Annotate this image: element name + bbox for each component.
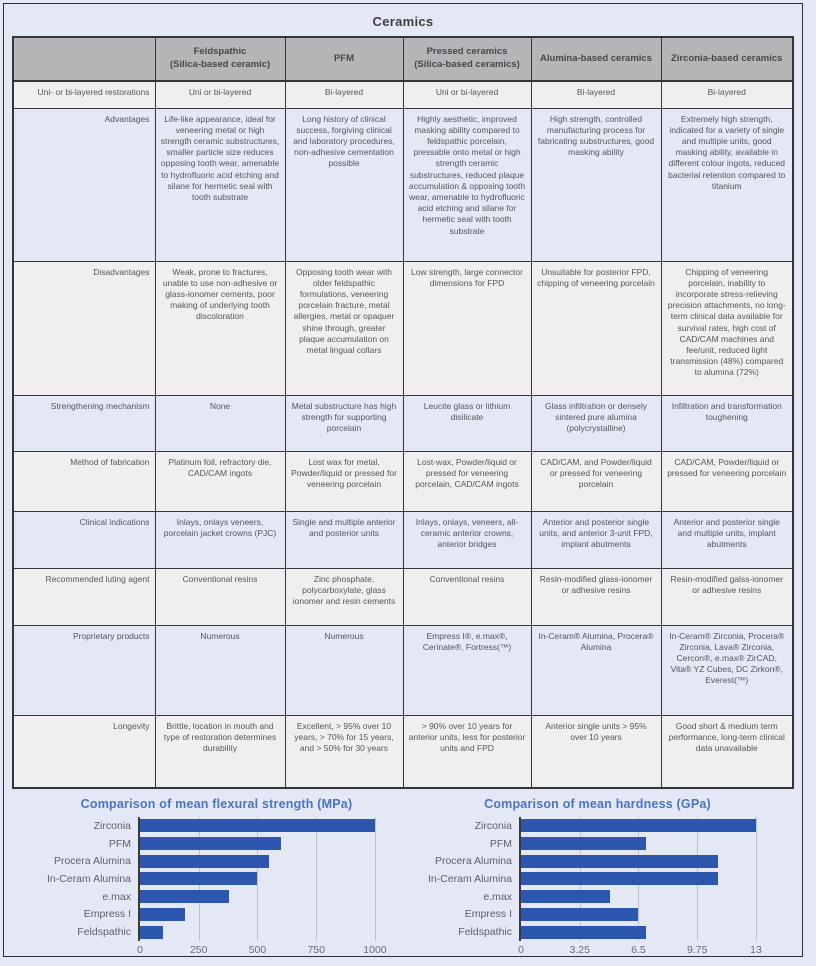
bar-row — [521, 872, 788, 885]
category-label: In-Ceram Alumina — [46, 872, 131, 885]
table-row — [13, 568, 793, 625]
table-row — [13, 81, 793, 108]
table-cell: Conventional resins — [155, 568, 285, 625]
table-cell: Metal substructure has high strength for supporting porcelain — [285, 395, 403, 451]
table-cell: Brittle, location in mouth and type of restoration determines durability — [155, 715, 285, 788]
category-label: Empress I — [83, 908, 131, 921]
category-axis — [26, 817, 138, 941]
column-header: Zirconia-based ceramics — [661, 37, 793, 81]
category-label: Zirconia — [474, 819, 512, 832]
chart-title: Comparison of mean hardness (GPa) — [484, 797, 711, 811]
table-cell: CAD/CAM, and Powder/liquid or pressed for veneering porcelain — [531, 451, 661, 511]
table-cell: Long history of clinical success, forgiving clinical and laboratory procedures, non-adhesive cementation possible — [285, 108, 403, 261]
table-cell: Platinum foil, refractory die, CAD/CAM ingots — [155, 451, 285, 511]
category-axis — [407, 817, 519, 941]
table-cell: Resin-modified galss-ionomer or adhesive resins — [661, 568, 793, 625]
bar-row — [521, 890, 788, 903]
x-axis-tick-label: 500 — [248, 944, 267, 956]
bar-row — [140, 872, 407, 885]
column-header: Pressed ceramics (Silica-based ceramics) — [403, 37, 531, 81]
table-row — [13, 261, 793, 395]
bar — [521, 855, 718, 868]
x-axis-tick-label: 9.75 — [687, 944, 708, 956]
row-label: Longevity — [13, 715, 155, 788]
table-cell: Opposing tooth wear with older feldspathic formulations, veneering porcelain fracture, metal allergies, metal or opaquer shine through, greater plaque accumulation on metal lingual collars — [285, 261, 403, 395]
column-header: Feldspathic (Silica-based ceramic) — [155, 37, 285, 81]
table-cell: Empress I®, e.max®, Cerinate®, Fortress(™) — [403, 625, 531, 715]
category-label: PFM — [108, 837, 131, 850]
table-cell: Anterior and posterior single and multiple units, implant abutments — [661, 511, 793, 568]
bar — [140, 819, 375, 832]
x-axis-tick-label: 6.5 — [631, 944, 646, 956]
bar-row — [521, 837, 788, 850]
bar — [521, 926, 646, 939]
bar-row — [521, 855, 788, 868]
table-row — [13, 511, 793, 568]
table-cell: Leucite glass or lithium disilicate — [403, 395, 531, 451]
row-label: Disadvantages — [13, 261, 155, 395]
table-cell: Uni or bi-layered — [155, 81, 285, 108]
category-label: PFM — [489, 837, 512, 850]
table-cell: > 90% over 10 years for anterior units, less for posterior units and FPD — [403, 715, 531, 788]
chart-flexural-strength — [26, 797, 407, 960]
category-label: Procera Alumina — [53, 855, 131, 868]
ceramics-table — [12, 36, 794, 789]
plot-area — [519, 817, 788, 941]
category-label: Procera Alumina — [434, 855, 512, 868]
category-label: e.max — [102, 890, 131, 903]
x-axis-tick-label: 0 — [518, 944, 524, 956]
table-cell: Bi-layered — [531, 81, 661, 108]
row-label: Method of fabrication — [13, 451, 155, 511]
column-header: PFM — [285, 37, 403, 81]
table-cell: Weak, prone to fractures, unable to use non-adhesive or glass-ionomer cements, poor making of underlying tooth discoloration — [155, 261, 285, 395]
table-cell: High strength, controlled manufacturing process for fabricating substructures, good masking ability — [531, 108, 661, 261]
page-title: Ceramics — [372, 14, 434, 29]
table-cell: Bi-layered — [661, 81, 793, 108]
table-cell: Extremely high strength, indicated for a variety of single and multiple units, good masking ability, available in different colour ingots, reduced bacterial retention compared to titanium — [661, 108, 793, 261]
table-cell: Numerous — [155, 625, 285, 715]
category-label: Zirconia — [93, 819, 131, 832]
row-label: Advantages — [13, 108, 155, 261]
table-cell: Single and multiple anterior and posterior units — [285, 511, 403, 568]
category-label: Feldspathic — [77, 926, 131, 939]
row-label: Proprietary products — [13, 625, 155, 715]
table-cell: Resin-modified glass-ionomer or adhesive resins — [531, 568, 661, 625]
x-axis-tick-label: 750 — [307, 944, 325, 956]
table-row — [13, 108, 793, 261]
bar-row — [521, 908, 788, 921]
x-axis-tick-label: 13 — [750, 944, 762, 956]
table-cell: Excellent, > 95% over 10 years, > 70% for 15 years, and > 50% for 30 years — [285, 715, 403, 788]
table-cell: Anterior single units > 95% over 10 years — [531, 715, 661, 788]
bar — [140, 837, 281, 850]
table-row — [13, 451, 793, 511]
bar-row — [521, 926, 788, 939]
row-label: Uni- or bi-layered restorations — [13, 81, 155, 108]
bar — [521, 890, 610, 903]
chart-title: Comparison of mean flexural strength (MPa) — [80, 797, 353, 811]
category-label: e.max — [483, 890, 512, 903]
table-cell: Low strength, large connector dimensions for FPD — [403, 261, 531, 395]
table-cell: Chipping of veneering porcelain, inability to incorporate stress-relieving precision attachments, no long-term clinical data available for survival rates, high cost of CAD/CAM machines and fee/unit, reduced light transmission (48%) compared to alumina (72%) — [661, 261, 793, 395]
table-cell: Good short & medium term performance, long-term clinical data unavailable — [661, 715, 793, 788]
bar-row — [140, 855, 407, 868]
table-cell: None — [155, 395, 285, 451]
chart-body — [26, 817, 407, 941]
table-cell: Highly aesthetic, improved masking ability compared to feldspathic porcelain, pressable onto metal or high strength ceramic substructures, reduced plaque accumulation & opposing tooth wear, amenable to hydrofluoric acid etching and silane for hermetic seal with tooth substrate — [403, 108, 531, 261]
table-cell: In-Ceram® Alumina, Procera® Alumina — [531, 625, 661, 715]
x-axis-tick-label: 250 — [189, 944, 208, 956]
category-label: In-Ceram Alumina — [427, 872, 512, 885]
bar — [140, 908, 185, 921]
x-axis-tick-label: 1000 — [363, 944, 387, 956]
table-cell: Zinc phosphate, polycarboxylate, glass ionomer and resin cements — [285, 568, 403, 625]
row-label: Strengthening mechanism — [13, 395, 155, 451]
corner-cell — [13, 37, 155, 81]
x-axis — [518, 944, 788, 960]
row-label: Clinical indications — [13, 511, 155, 568]
bar — [521, 819, 756, 832]
bar-row — [521, 819, 788, 832]
table-cell: In-Ceram® Zirconia, Procera® Zirconia, Lava® Zirconia, Cercon®, e.max® ZirCAD, Vita® YZ Cubes, DC Zirkon®, Everest(™) — [661, 625, 793, 715]
bar-row — [140, 890, 407, 903]
row-label: Recommended luting agent — [13, 568, 155, 625]
bar-row — [140, 926, 407, 939]
bar-row — [140, 908, 407, 921]
table-cell: Inlays, onlays, veneers, all-ceramic anterior crowns, anterior bridges — [403, 511, 531, 568]
x-axis-tick-label: 3.25 — [569, 944, 590, 956]
table-row — [13, 625, 793, 715]
bar — [140, 872, 257, 885]
category-label: Feldspathic — [458, 926, 512, 939]
table-cell: Anterior and posterior single units, and anterior 3-unit FPD, implant abutments — [531, 511, 661, 568]
bars-group — [521, 817, 788, 941]
table-cell: Uni or bi-layered — [403, 81, 531, 108]
table-cell: Glass infiltration or densely sintered pure alumina (polycrystalline) — [531, 395, 661, 451]
bar — [521, 908, 638, 921]
table-row — [13, 395, 793, 451]
bar — [140, 926, 163, 939]
bar — [140, 890, 229, 903]
table-cell: Lost wax for metal, Powder/liquid or pressed for veneering porcelain — [285, 451, 403, 511]
table-cell: Life-like appearance, ideal for veneering metal or high strength ceramic substructures, smaller particle size reduces opposing tooth wear, amenable to hydrofluoric acid etching and silane for hermetic seal with tooth substrate — [155, 108, 285, 261]
table-cell: Infiltration and transformation toughening — [661, 395, 793, 451]
table-cell: CAD/CAM, Powder/liquid or pressed for veneering porcelain — [661, 451, 793, 511]
bar-row — [140, 819, 407, 832]
chart-hardness — [407, 797, 788, 960]
column-header: Alumina-based ceramics — [531, 37, 661, 81]
table-cell: Bi-layered — [285, 81, 403, 108]
table-cell: Conventional resins — [403, 568, 531, 625]
table-cell: Inlays, onlays veneers, porcelain jacket crowns (PJC) — [155, 511, 285, 568]
bar — [521, 837, 646, 850]
bar — [521, 872, 718, 885]
table-cell: Lost-wax, Powder/liquid or pressed for veneering porcelain, CAD/CAM ingots — [403, 451, 531, 511]
x-axis — [137, 944, 407, 960]
bar-row — [140, 837, 407, 850]
category-label: Empress I — [464, 908, 512, 921]
bars-group — [140, 817, 407, 941]
bar — [140, 855, 269, 868]
table-cell: Numerous — [285, 625, 403, 715]
page — [3, 3, 803, 957]
x-axis-tick-label: 0 — [137, 944, 143, 956]
plot-area — [138, 817, 407, 941]
charts-row — [4, 789, 802, 960]
table-cell: Unsuitable for posterior FPD, chipping of veneering porcelain — [531, 261, 661, 395]
table-row — [13, 715, 793, 788]
chart-body — [407, 817, 788, 941]
